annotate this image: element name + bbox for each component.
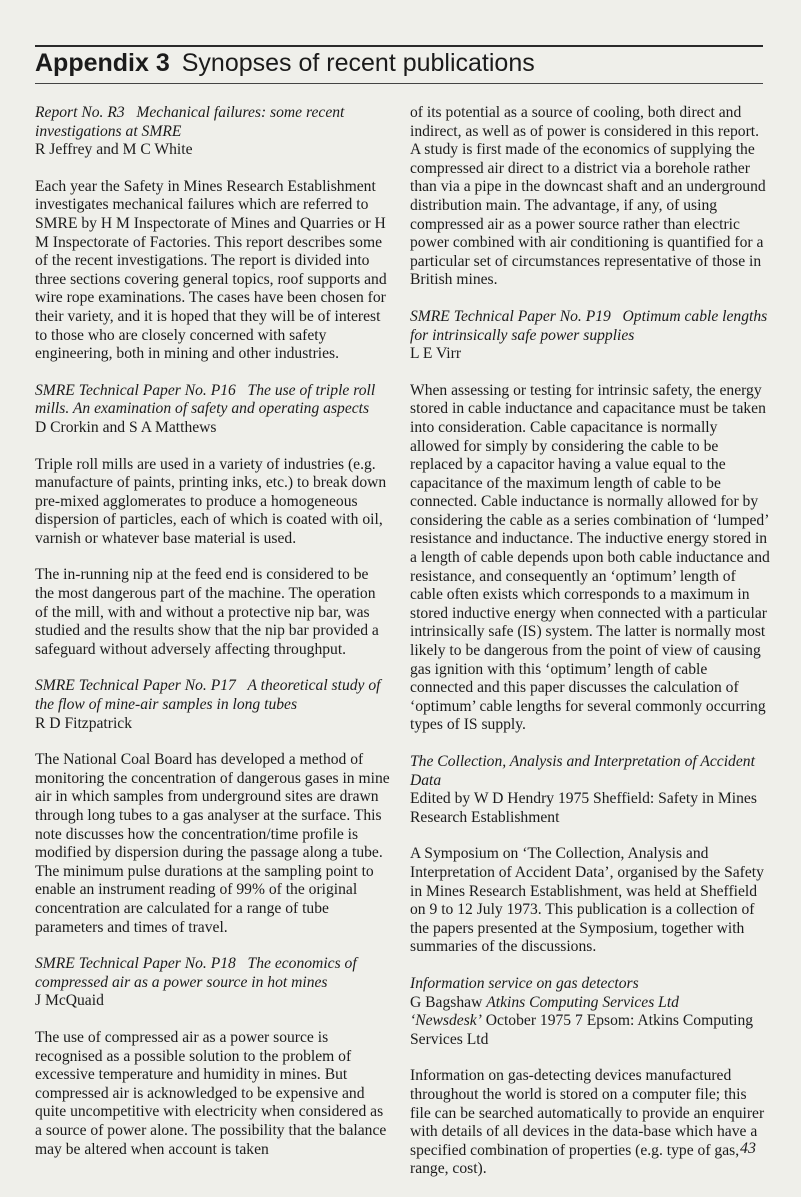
entry-paragraph: When assessing or testing for intrinsic safety, the energy stored in cable inductance and capacitance must be taken into consideration. Cable capacitance is normally allowed for simply by considering the cable to be replaced by a capacitor having a value equal to the capacitance of the maximum length of cable to be connected. Cable inductance is normally allowed for by considering the cable as a series combination of ‘lumped’ resistance and inductance. The inductive energy stored in a length of cable depends upon both cable inductance and resistance, and consequently an ‘optimum’ length of cable often exists which corresponds to a maximum in stored inductive energy when connected with a particular intrinsically safe (IS) system. The latter is normally most likely to be dangerous from the point of view of causing gas ignition with this ‘optimum’ length of cable connected and this paper discusses the calculation of ‘optimum’ cable lengths for several commonly occurring types of IS supply.	[410, 381, 770, 734]
page-title: Synopses of recent publications	[181, 49, 535, 77]
appendix-label: Appendix 3	[35, 49, 170, 77]
entry-paragraph: The National Coal Board has developed a method of monitoring the concentration of dangerous gases in mine air in which samples from underground sites are drawn through long tubes to a gas analyser at the surface. This note discusses how the concentration/time profile is modified by dispersion during the passage along a tube. The minimum pulse durations at the sampling point to enable an instrument reading of 99% of the original concentration are calculated for a range of tube parameters and times of travel.	[35, 751, 390, 936]
entry-title: SMRE Technical Paper No. P16 The use of triple roll mills. An examination of safety and operating aspects	[35, 381, 376, 418]
entry-authors: R D Fitzpatrick	[35, 714, 133, 732]
entry-title: Information service on gas detectors	[410, 974, 639, 992]
entry-authors: Edited by W D Hendry 1975 Sheffield: Safety in Mines Research Establishment	[410, 790, 757, 826]
entry-paragraph: Triple roll mills are used in a variety of industries (e.g. manufacture of paints, printing inks, etc.) to break down pre-mixed agglomerates to produce a homogeneous dispersion of particles, each of which is coated with oil, varnish or whatever base material is used.	[35, 455, 387, 547]
entry-paragraph: Information on gas-detecting devices manufactured throughout the world is stored on a computer file; this file can be searched automatically to provide an enquirer with details of all devices in the data-base which have a specified combination of properties (e.g. type of gas, range, cost).	[410, 1067, 765, 1178]
entry-title: The Collection, Analysis and Interpretation of Accident Data	[410, 753, 755, 789]
entry-paragraph: The use of compressed air as a power source is recognised as a possible solution to the problem of excessive temperature and humidity in mines. But compressed air is acknowledged to be expensive and quite uncompetitive with electricity when considered as a source of power alone. The possibility that the balance may be altered when account is taken	[35, 1028, 387, 1158]
synopsis-entry	[410, 975, 770, 1179]
entry-authors: J McQuaid	[35, 992, 104, 1010]
page-number: 43	[740, 1140, 756, 1157]
entry-title: Report No. R3 Mechanical failures: some recent investigations at SMRE	[35, 104, 345, 140]
header-bottom-rule	[35, 83, 763, 84]
publisher-italic: Atkins Computing Services Ltd ‘Newsdesk’	[410, 993, 679, 1030]
entry-title: SMRE Technical Paper No. P18 The economics of compressed air as a power source in hot mines	[35, 955, 357, 991]
entry-authors: L E Virr	[410, 345, 462, 363]
synopsis-entry	[35, 955, 390, 1159]
entry-paragraph: A Symposium on ‘The Collection, Analysis and Interpretation of Accident Data’, organised by the Safety in Mines Research Establishment, was held at Sheffield on 9 to 12 July 1973. This publication is a collection of the papers presented at the Symposium, together with summaries of the discussions.	[410, 845, 764, 956]
synopsis-entry	[410, 308, 770, 735]
entry-authors: G Bagshaw Atkins Computing Services Ltd ‘Newsdesk’ October 1975 7 Epsom: Atkins Computing Services Ltd	[410, 993, 754, 1048]
entry-title: SMRE Technical Paper No. P19 Optimum cable lengths for intrinsically safe power supplies	[410, 307, 768, 344]
entry-authors: R Jeffrey and M C White	[35, 141, 193, 159]
entry-paragraph: The in-running nip at the feed end is considered to be the most dangerous part of the machine. The operation of the mill, with and without a protective nip bar, was studied and the results show that the nip bar provided a safeguard without adversely affecting throughput.	[35, 566, 379, 658]
synopsis-entry	[35, 382, 390, 660]
entry-paragraph: Each year the Safety in Mines Research Establishment investigates mechanical failures which are referred to SMRE by H M Inspectorate of Mines and Quarries or H M Inspectorate of Factories. This report describes some of the recent investigations. The report is divided into three sections covering general topics, roof supports and wire rope examinations. The cases have been chosen for their variety, and it is hoped that they will be of interest to those who are closely concerned with safety engineering, both in mining and other industries.	[35, 177, 387, 363]
synopsis-entry	[410, 753, 770, 957]
entry-title: SMRE Technical Paper No. P17 A theoretical study of the flow of mine-air samples in long tubes	[35, 677, 381, 714]
right-column	[410, 104, 770, 1197]
left-column	[35, 104, 390, 1177]
synopsis-entry	[35, 677, 390, 937]
entry-authors: D Crorkin and S A Matthews	[35, 418, 217, 436]
synopsis-entry	[35, 104, 390, 364]
page-heading	[35, 47, 763, 81]
continued-paragraph: of its potential as a source of cooling, both direct and indirect, as well as of power is considered in this report. A study is first made of the economics of supplying the compressed air direct to a district via a borehole rather than via a pipe in the downcast shaft and an underground distribution main. The advantage, if any, of using compressed air as a power source rather than electric power combined with air conditioning is quantified for a particular set of circumstances representative of those in British mines.	[410, 104, 766, 289]
